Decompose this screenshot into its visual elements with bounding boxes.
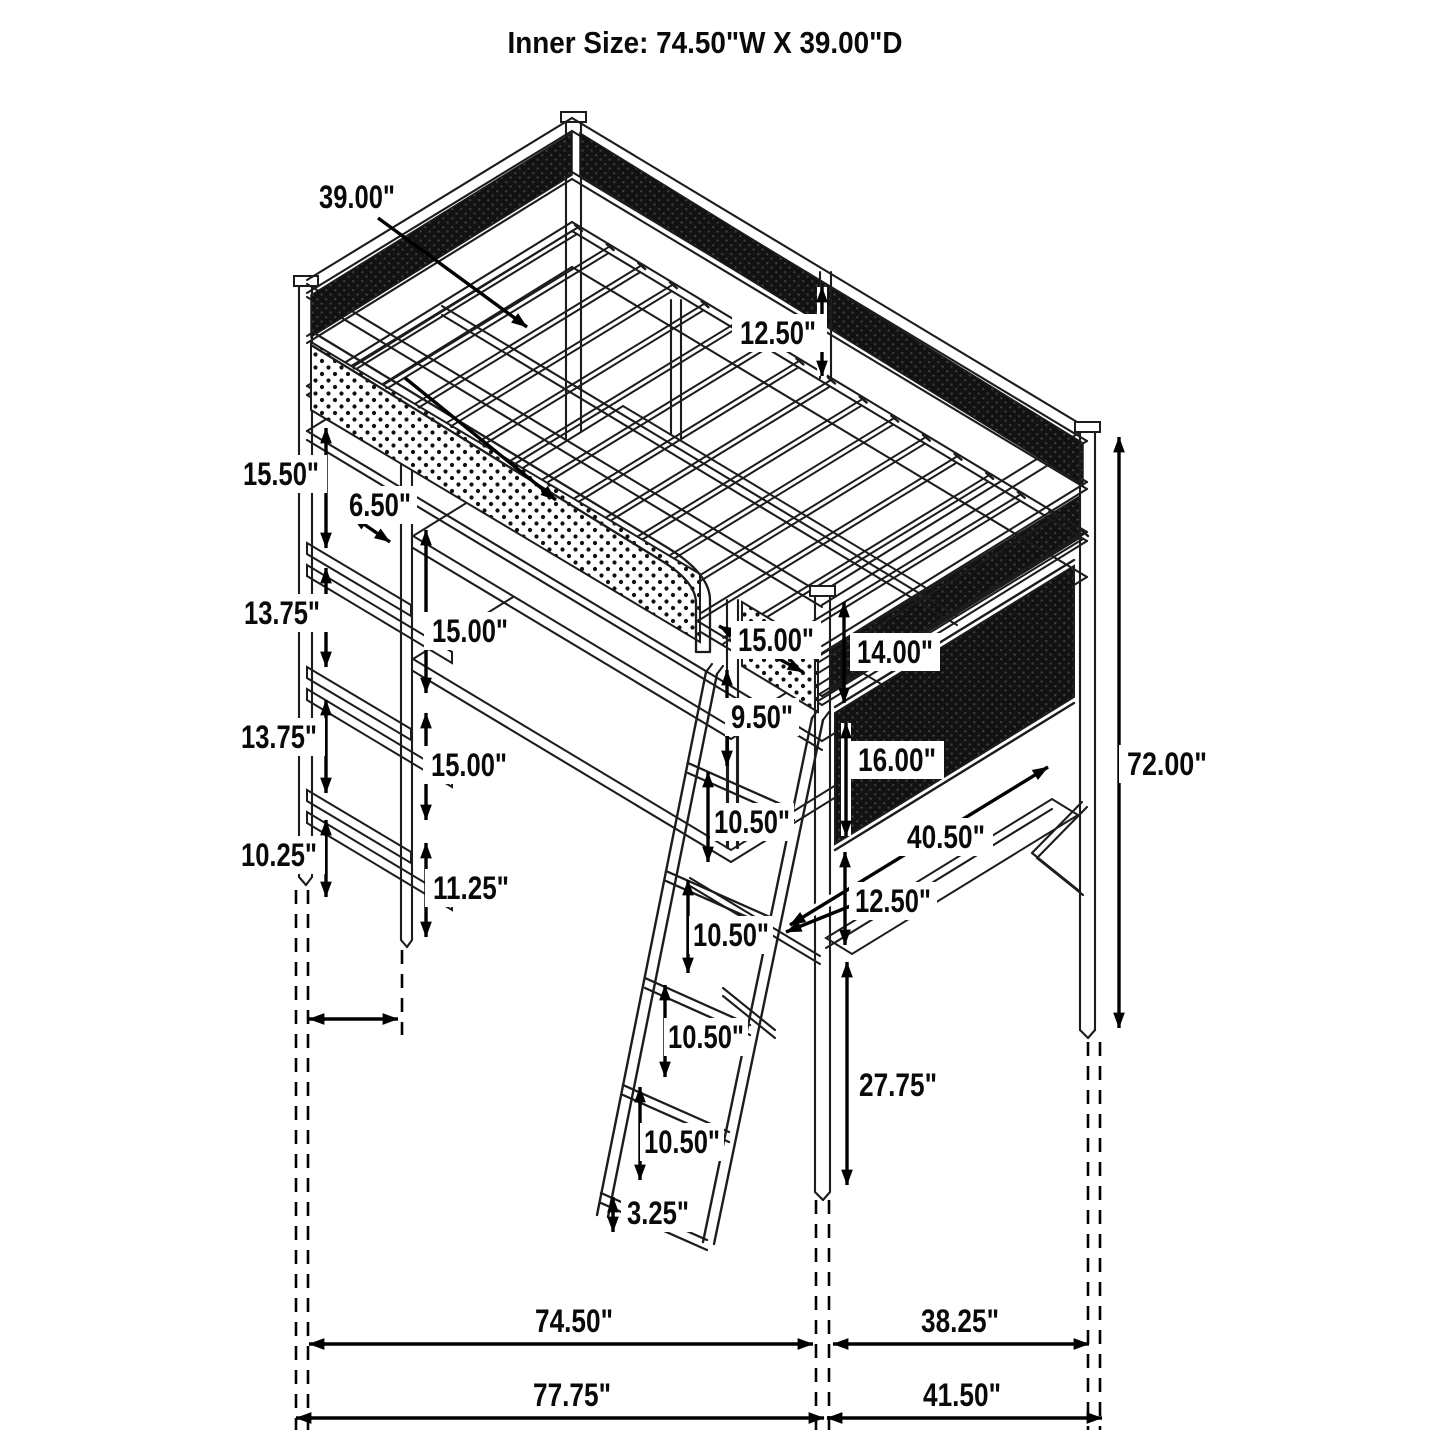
dim-ladder-opening-width: 15.00" [738, 622, 814, 658]
dim-desk-floor-gap: 11.25" [433, 870, 509, 906]
dim-desk-gap-1: 15.00" [432, 613, 508, 649]
bed-frame-structure [294, 112, 1100, 1430]
dim-shelf-gap-3: 13.75" [241, 719, 317, 755]
title-inner-size: Inner Size: 74.50"W X 39.00"D [507, 25, 903, 60]
dim-ladder-top-offset: 9.50" [731, 699, 793, 735]
dim-panel-to-desk-gap: 12.50" [855, 883, 931, 919]
dim-rung-spacing-1: 10.50" [714, 804, 790, 840]
dim-foot-desk-width: 40.50" [907, 819, 985, 855]
dim-shelf-gap-2: 13.75" [244, 595, 320, 631]
dim-overall-height: 72.00" [1127, 746, 1207, 782]
dim-foot-rail-to-panel: 14.00" [857, 634, 933, 670]
dim-shelf-depth: 6.50" [349, 487, 411, 523]
dim-rung-spacing-4: 10.50" [644, 1124, 720, 1160]
dim-overall-width: 77.75" [533, 1377, 611, 1413]
dim-ladder-foot-clearance: 3.25" [627, 1195, 689, 1231]
dim-foot-panel-height: 16.00" [858, 742, 936, 778]
dim-desk-gap-2: 15.00" [431, 747, 507, 783]
dim-overall-depth: 41.50" [923, 1377, 1001, 1413]
dim-rung-spacing-3: 10.50" [668, 1019, 744, 1055]
dim-shelf-gap-1: 15.50" [243, 456, 319, 492]
dim-bed-depth: 39.00" [319, 179, 395, 215]
dim-rung-spacing-2: 10.50" [693, 917, 769, 953]
dim-guard-rail-height: 12.50" [740, 315, 816, 351]
dim-shelf-floor-gap: 10.25" [241, 837, 317, 873]
dim-foot-desk-height: 27.75" [859, 1067, 937, 1103]
dim-inner-width: 74.50" [535, 1303, 613, 1339]
dim-foot-inner-depth: 38.25" [921, 1303, 999, 1339]
